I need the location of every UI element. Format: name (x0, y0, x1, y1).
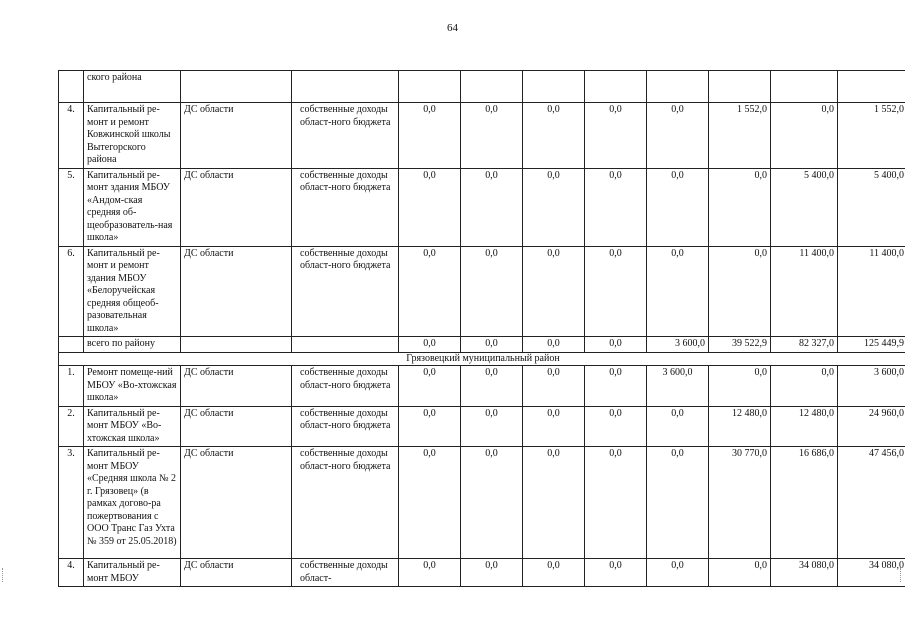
name-cell: Капитальный ре-монт и ремонт здания МБОУ «Белоручейская средняя общеоб-разовательная школа» (84, 246, 181, 337)
row-number-cell: 1. (59, 366, 84, 407)
total-value-cell: 0,0 (399, 337, 461, 353)
name-cell: Капитальный ре-монт МБОУ «Во-хтожская школа» (84, 406, 181, 447)
value-cell: 0,0 (523, 168, 585, 246)
executor-cell: ДС области (181, 559, 292, 587)
name-cell: Капитальный ре-монт и ремонт Ковжинской школы Вытегорского района (84, 103, 181, 169)
value-cell: 0,0 (585, 447, 647, 559)
table-row (59, 103, 905, 169)
empty-cell (59, 337, 84, 353)
value-cell (771, 71, 838, 103)
value-cell: 0,0 (523, 447, 585, 559)
value-cell: 12 480,0 (709, 406, 771, 447)
table-row (59, 447, 905, 559)
value-cell: 0,0 (399, 246, 461, 337)
row-number-cell: 4. (59, 559, 84, 587)
value-cell: 0,0 (585, 103, 647, 169)
row-number-cell: 3. (59, 447, 84, 559)
value-cell (709, 71, 771, 103)
value-cell: 0,0 (585, 559, 647, 587)
right-edge-mark (900, 568, 904, 582)
source-cell: собственные доходы област-ного бюджета (292, 447, 399, 559)
district-title-cell: Грязовецкий муниципальный район (59, 352, 905, 366)
total-label-cell: всего по району (84, 337, 181, 353)
name-cell: Капитальный ре-монт МБОУ (84, 559, 181, 587)
value-cell: 47 456,0 (838, 447, 905, 559)
value-cell: 11 400,0 (838, 246, 905, 337)
value-cell: 0,0 (771, 103, 838, 169)
value-cell: 0,0 (461, 168, 523, 246)
table-row (59, 246, 905, 337)
value-cell: 0,0 (399, 447, 461, 559)
value-cell: 3 600,0 (838, 366, 905, 407)
row-number-cell: 5. (59, 168, 84, 246)
value-cell: 24 960,0 (838, 406, 905, 447)
table-row (59, 71, 905, 103)
value-cell: 0,0 (461, 559, 523, 587)
table-row (59, 406, 905, 447)
total-value-cell: 3 600,0 (647, 337, 709, 353)
name-cell: Ремонт помеще-ний МБОУ «Во-хтожская школа» (84, 366, 181, 407)
value-cell: 0,0 (647, 103, 709, 169)
value-cell: 0,0 (709, 559, 771, 587)
empty-cell (181, 337, 292, 353)
source-cell: собственные доходы област- (292, 559, 399, 587)
value-cell: 30 770,0 (709, 447, 771, 559)
total-value-cell: 0,0 (585, 337, 647, 353)
value-cell: 0,0 (523, 406, 585, 447)
value-cell: 0,0 (585, 366, 647, 407)
value-cell: 34 080,0 (838, 559, 905, 587)
value-cell (647, 71, 709, 103)
value-cell: 0,0 (647, 447, 709, 559)
value-cell: 1 552,0 (709, 103, 771, 169)
name-cell: Капитальный ре-монт МБОУ «Средняя школа № 2 г. Грязовец» (в рамках догово-ра пожертвования с ООО Транс Газ Ухта № 359 от 25.05.2018) (84, 447, 181, 559)
value-cell: 0,0 (399, 366, 461, 407)
total-value-cell: 0,0 (461, 337, 523, 353)
value-cell: 16 686,0 (771, 447, 838, 559)
executor-cell: ДС области (181, 366, 292, 407)
source-cell (292, 71, 399, 103)
total-value-cell: 125 449,9 (838, 337, 905, 353)
name-cell: Капитальный ре-монт здания МБОУ «Андом-ская средняя об-щеобразователь-ная школа» (84, 168, 181, 246)
value-cell: 5 400,0 (771, 168, 838, 246)
table-row (59, 168, 905, 246)
row-number-cell: 2. (59, 406, 84, 447)
value-cell: 0,0 (399, 103, 461, 169)
left-edge-mark (2, 568, 6, 582)
value-cell: 0,0 (523, 103, 585, 169)
value-cell (585, 71, 647, 103)
value-cell: 0,0 (461, 406, 523, 447)
source-cell: собственные доходы област-ного бюджета (292, 168, 399, 246)
source-cell: собственные доходы област-ного бюджета (292, 103, 399, 169)
value-cell: 0,0 (523, 246, 585, 337)
row-number-cell: 6. (59, 246, 84, 337)
empty-cell (292, 337, 399, 353)
name-cell: ского района (84, 71, 181, 103)
value-cell (461, 71, 523, 103)
district-total-row (59, 337, 905, 353)
page-number: 64 (447, 22, 458, 34)
total-value-cell: 82 327,0 (771, 337, 838, 353)
source-cell: собственные доходы област-ного бюджета (292, 246, 399, 337)
budget-table (58, 70, 905, 587)
value-cell: 0,0 (461, 246, 523, 337)
value-cell: 0,0 (709, 246, 771, 337)
value-cell: 0,0 (709, 168, 771, 246)
source-cell: собственные доходы област-ного бюджета (292, 366, 399, 407)
value-cell: 0,0 (709, 366, 771, 407)
executor-cell: ДС области (181, 168, 292, 246)
value-cell: 0,0 (523, 366, 585, 407)
executor-cell (181, 71, 292, 103)
table-row (59, 366, 905, 407)
source-cell: собственные доходы област-ного бюджета (292, 406, 399, 447)
value-cell: 0,0 (771, 366, 838, 407)
value-cell (838, 71, 905, 103)
value-cell (523, 71, 585, 103)
value-cell: 5 400,0 (838, 168, 905, 246)
executor-cell: ДС области (181, 246, 292, 337)
value-cell: 0,0 (647, 559, 709, 587)
value-cell: 0,0 (399, 406, 461, 447)
value-cell: 11 400,0 (771, 246, 838, 337)
value-cell: 0,0 (461, 366, 523, 407)
row-number-cell (59, 71, 84, 103)
value-cell: 1 552,0 (838, 103, 905, 169)
executor-cell: ДС области (181, 447, 292, 559)
value-cell: 0,0 (461, 103, 523, 169)
value-cell: 0,0 (523, 559, 585, 587)
row-number-cell: 4. (59, 103, 84, 169)
executor-cell: ДС области (181, 406, 292, 447)
value-cell: 0,0 (585, 246, 647, 337)
table-row (59, 559, 905, 587)
value-cell: 0,0 (399, 168, 461, 246)
value-cell: 0,0 (585, 406, 647, 447)
total-value-cell: 39 522,9 (709, 337, 771, 353)
value-cell (399, 71, 461, 103)
value-cell: 0,0 (585, 168, 647, 246)
value-cell: 0,0 (461, 447, 523, 559)
total-value-cell: 0,0 (523, 337, 585, 353)
district-header-row (59, 352, 905, 366)
value-cell: 0,0 (647, 406, 709, 447)
value-cell: 0,0 (647, 246, 709, 337)
value-cell: 12 480,0 (771, 406, 838, 447)
value-cell: 0,0 (647, 168, 709, 246)
value-cell: 0,0 (399, 559, 461, 587)
value-cell: 3 600,0 (647, 366, 709, 407)
value-cell: 34 080,0 (771, 559, 838, 587)
executor-cell: ДС области (181, 103, 292, 169)
